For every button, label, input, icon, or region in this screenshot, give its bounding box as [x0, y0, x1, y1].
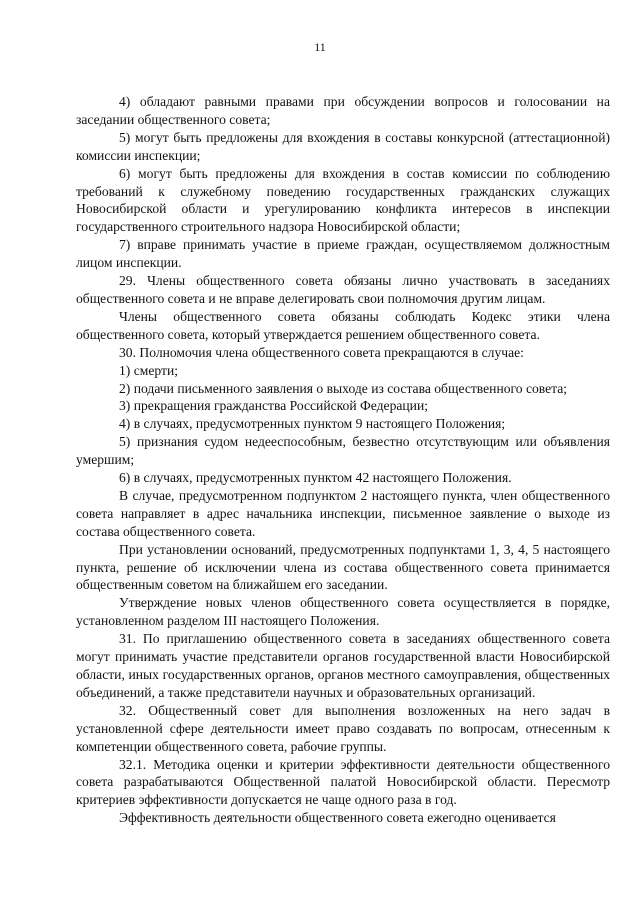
paragraph-effectiveness: Эффективность деятельности общественного совета ежегодно оценивается — [119, 810, 556, 826]
paragraph-clause-32: 32. Общественный совет для выполнения возложенных на него задач в установленной сфере деятельности имеет право создавать по вопросам, отнесенным к компетенции общественного совета, рабочие группы. — [76, 702, 610, 754]
paragraph-clause-31: 31. По приглашению общественного совета в заседаниях общественного совета могут принимать участие представители органов государственной власти Новосибирской области, иных государственных органов, органов местного самоуправления, общественных объединений, а также представители научных и образовательных организаций. — [76, 631, 610, 700]
paragraph-clause-30-item-2: 2) подачи письменного заявления о выходе из состава общественного совета; — [119, 380, 568, 396]
paragraph-clause-32-1: 32.1. Методика оценки и критерии эффективности деятельности общественного совета разрабатываются Общественной палатой Новосибирской области. Пересмотр критериев эффективности допускается не чаще одного раза в год. — [76, 756, 610, 808]
paragraph-new-members: Утверждение новых членов общественного совета осуществляется в порядке, установленном разделом III настоящего Положения. — [76, 595, 610, 629]
paragraph-resignation-notice: В случае, предусмотренном подпунктом 2 настоящего пункта, член общественного совета направляет в адрес начальника инспекции, письменное заявление о выходе из состава общественного совета. — [76, 487, 610, 539]
paragraph-ethics-code: Члены общественного совета обязаны соблюдать Кодекс этики члена общественного совета, который утверждается решением общественного совета. — [76, 308, 610, 342]
paragraph-item-7: 7) вправе принимать участие в приеме граждан, осуществляемом должностным лицом инспекции. — [76, 237, 610, 271]
paragraph-clause-30-item-5: 5) признания судом недееспособным, безвестно отсутствующим или объявления умершим; — [76, 434, 610, 468]
paragraph-clause-30-item-4: 4) в случаях, предусмотренных пунктом 9 настоящего Положения; — [119, 416, 506, 432]
paragraph-item-6: 6) могут быть предложены для вхождения в состав комиссии по соблюдению требований к служебному поведению государственных гражданских служащих Новосибирской области и урегулированию конфликта интересов в инспекции государственного строительного надзора Новосибирской области; — [76, 165, 610, 235]
paragraph-clause-29: 29. Члены общественного совета обязаны лично участвовать в заседаниях общественного совета и не вправе делегировать свои полномочия другим лицам. — [76, 273, 610, 306]
document-body — [76, 93, 610, 827]
paragraph-clause-30-item-3: 3) прекращения гражданства Российской Федерации; — [119, 398, 428, 414]
page-number: 11 — [314, 40, 326, 54]
paragraph-exclusion-decision: При установлении оснований, предусмотренных подпунктами 1, 3, 4, 5 настоящего пункта, решение об исключении члена из состава общественного совета принимается общественным советом на ближайшем его заседании. — [76, 541, 610, 593]
paragraph-clause-30: 30. Полномочия члена общественного совета прекращаются в случае: — [119, 344, 524, 360]
paragraph-clause-30-item-6: 6) в случаях, предусмотренных пунктом 42 настоящего Положения. — [119, 470, 512, 486]
paragraph-clause-30-item-1: 1) смерти; — [119, 362, 179, 378]
paragraph-item-5: 5) могут быть предложены для вхождения в составы конкурсной (аттестационной) комиссии инспекции; — [76, 129, 610, 163]
paragraph-item-4: 4) обладают равными правами при обсуждении вопросов и голосовании на заседании общественного совета; — [76, 94, 610, 127]
